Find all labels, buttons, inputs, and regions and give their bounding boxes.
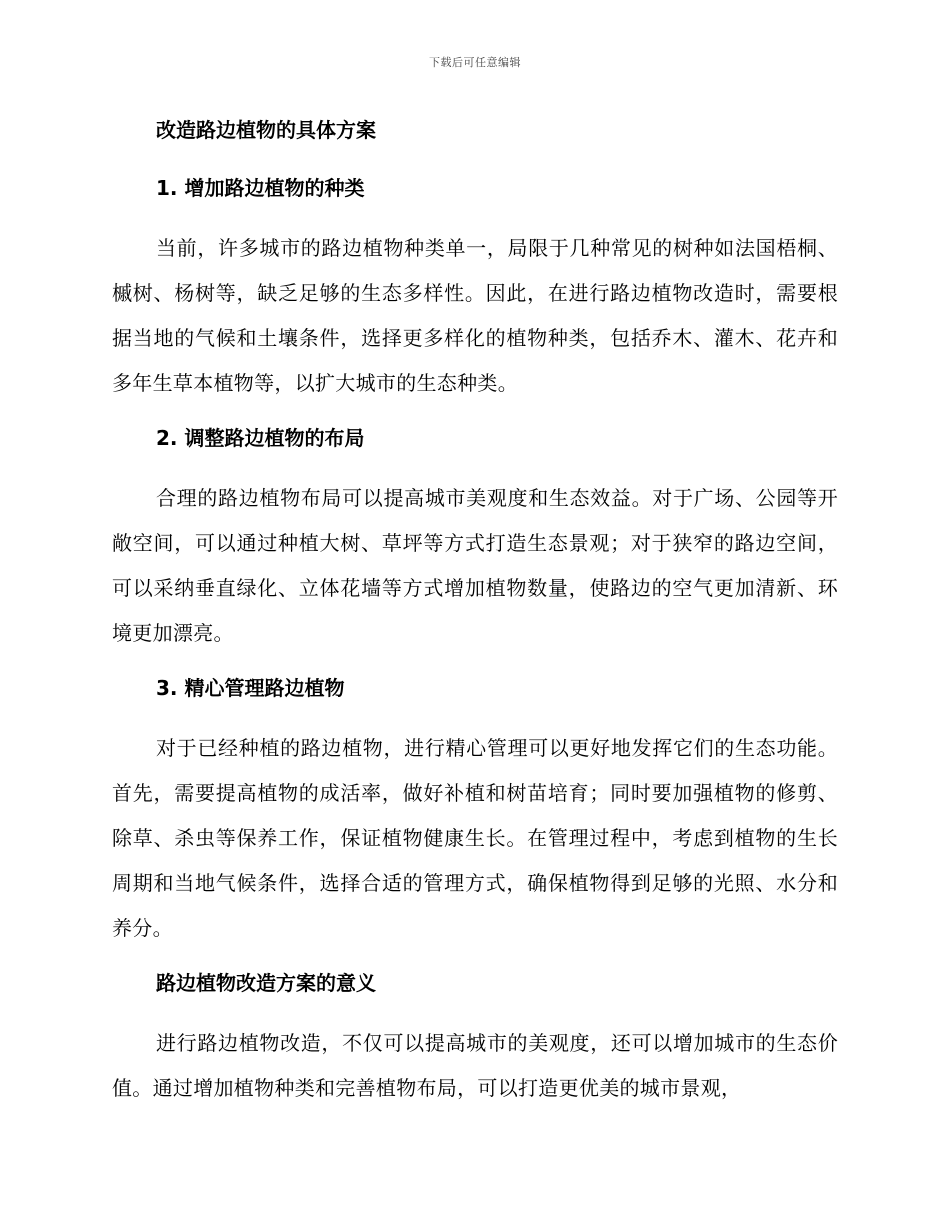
paragraph-3: 对于已经种植的路边植物，进行精心管理可以更好地发挥它们的生态功能。首先，需要提高植物的成活率，做好补植和树苗培育；同时要加强植物的修剪、除草、杀虫等保养工作，保证植物健康生长。在管理过程中，考虑到植物的生长周期和当地气候条件，选择合适的管理方式，确保植物得到足够的光照、水分和养分。 <box>112 736 838 940</box>
header-note: 下载后可任意编辑 <box>429 56 521 69</box>
paragraph-2: 合理的路边植物布局可以提高城市美观度和生态效益。对于广场、公园等开敞空间，可以通过种植大树、草坪等方式打造生态景观；对于狭窄的路边空间，可以采纳垂直绿化、立体花墙等方式增加植物数量，使路边的空气更加清新、环境更加漂亮。 <box>112 486 838 645</box>
section-title: 改造路边植物的具体方案 <box>156 118 376 142</box>
subsection-heading-3: 3. 精心管理路边植物 <box>156 676 345 700</box>
document-body <box>112 112 838 1111</box>
paragraph-4: 进行路边植物改造，不仅可以提高城市的美观度，还可以增加城市的生态价值。通过增加植物种类和完善植物布局，可以打造更优美的城市景观， <box>112 1031 838 1100</box>
subsection-heading-1: 1. 增加路边植物的种类 <box>156 176 365 200</box>
subsection-heading-2: 2. 调整路边植物的布局 <box>156 426 365 450</box>
paragraph-1: 当前，许多城市的路边植物种类单一，局限于几种常见的树种如法国梧桐、槭树、杨树等，缺乏足够的生态多样性。因此，在进行路边植物改造时，需要根据当地的气候和土壤条件，选择更多样化的植物种类，包括乔木、灌木、花卉和多年生草本植物等，以扩大城市的生态种类。 <box>112 236 838 395</box>
significance-heading: 路边植物改造方案的意义 <box>156 971 376 995</box>
